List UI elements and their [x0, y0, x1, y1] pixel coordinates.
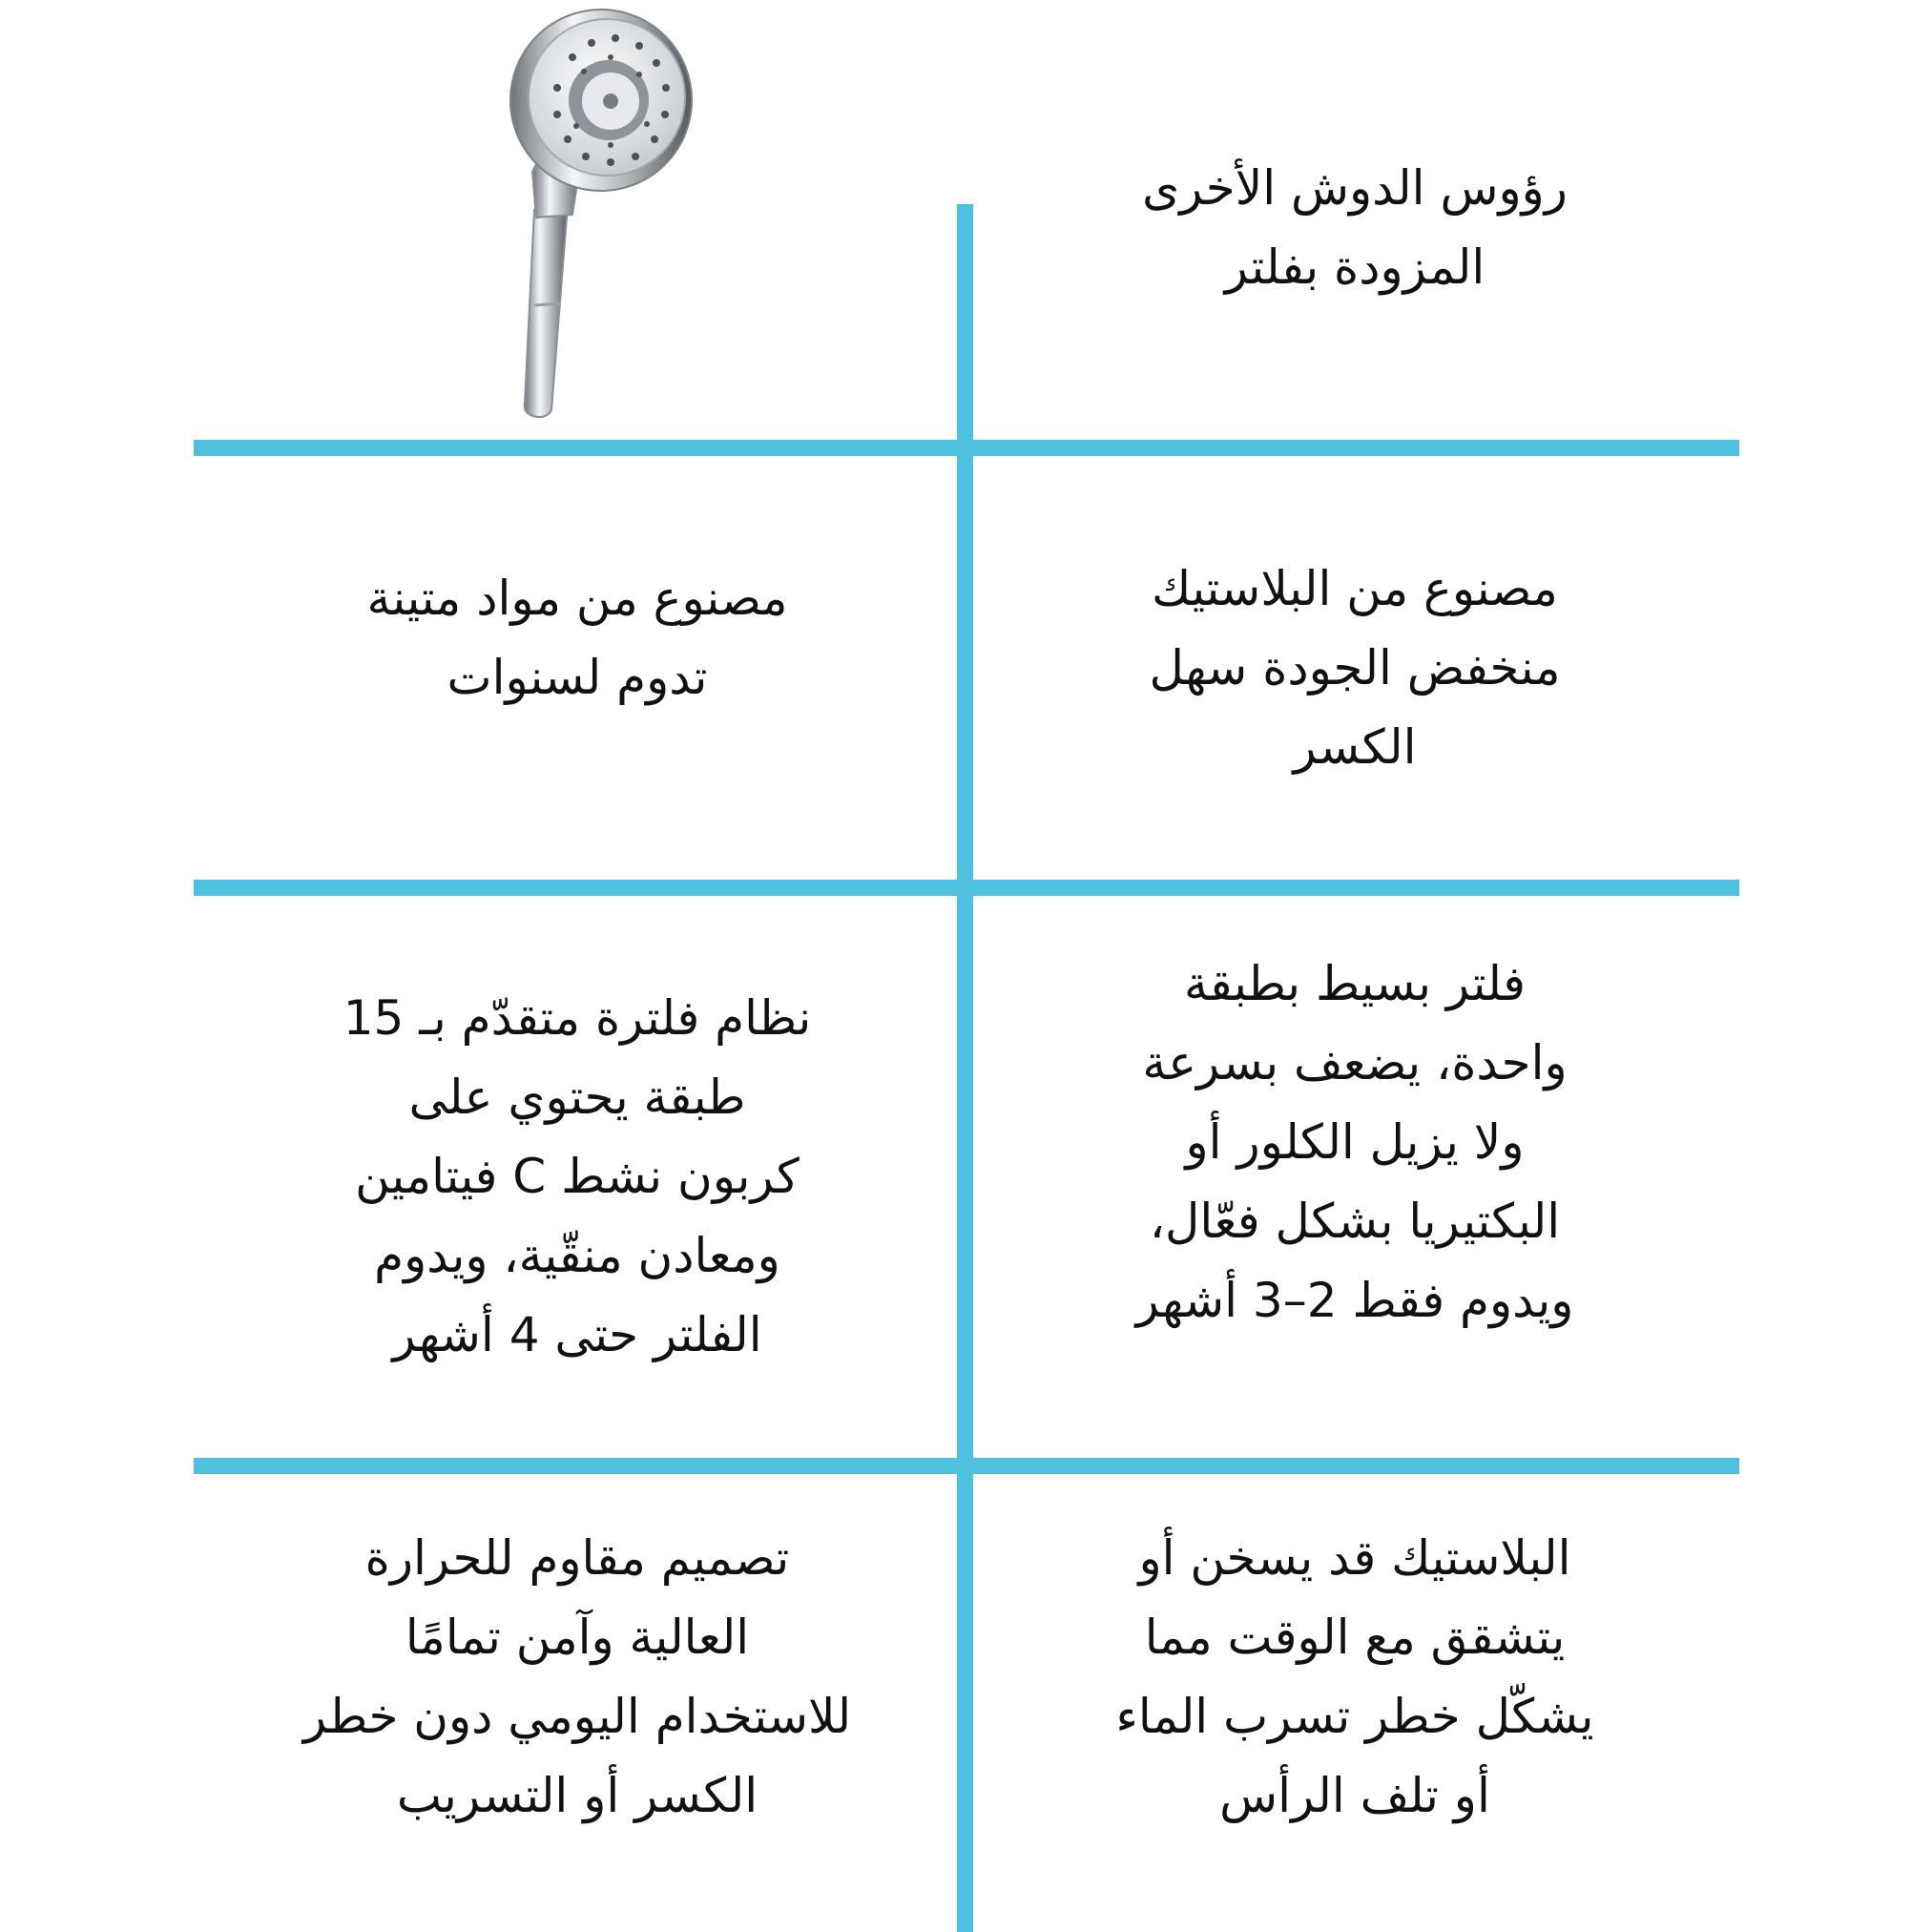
row-divider-3 — [194, 1458, 1739, 1474]
text-line: تدوم لسنوات — [447, 650, 708, 705]
row-divider-2 — [194, 880, 1739, 896]
text-line: كربون نشط C فيتامين — [355, 1149, 800, 1204]
text-line: البلاستيك قد يسخن أو — [1138, 1530, 1571, 1586]
text-line: ويدوم فقط 2–3 أشهر — [1135, 1273, 1574, 1328]
row-2-other — [983, 945, 1727, 1340]
text-line: واحدة، يضعف بسرعة — [1142, 1035, 1568, 1091]
text-line: طبقة يحتوي على — [408, 1070, 746, 1125]
row-1-ours — [205, 559, 949, 717]
text-line: رؤوس الدوش الأخرى — [1142, 160, 1568, 216]
row-3-ours — [205, 1519, 949, 1836]
text-line: أو تلف الرأس — [1219, 1768, 1490, 1823]
row-1-other — [983, 550, 1727, 787]
text-line: يشكّل خطر تسرب الماء — [1115, 1689, 1594, 1744]
text-line: الفلتر حتى 4 أشهر — [392, 1307, 762, 1362]
text-line: مصنوع من مواد متينة — [366, 571, 788, 626]
text-line: منخفض الجودة سهل — [1149, 640, 1561, 696]
row-3-other — [983, 1519, 1727, 1836]
text-line: ومعادن منقّية، ويدوم — [374, 1228, 780, 1283]
row-divider-1 — [194, 440, 1739, 456]
text-line: فلتر بسيط بطبقة — [1183, 956, 1527, 1011]
text-line: العالية وآمن تمامًا — [405, 1610, 750, 1665]
header-other-label — [983, 149, 1727, 307]
text-line: المزودة بفلتر — [1224, 239, 1485, 295]
text-line: تصميم مقاوم للحرارة — [364, 1530, 790, 1586]
text-line: نظام فلترة متقدّم بـ 15 — [343, 990, 812, 1046]
column-divider — [957, 204, 973, 1932]
text-line: يتشقق مع الوقت مما — [1144, 1610, 1566, 1665]
text-line: الكسر أو التسريب — [396, 1768, 758, 1823]
text-line: ولا يزيل الكلور أو — [1185, 1114, 1525, 1170]
text-line: البكتيريا بشكل فعّال، — [1149, 1194, 1561, 1249]
shower-head-image — [477, 0, 725, 439]
row-2-ours — [205, 979, 949, 1375]
text-line: مصنوع من البلاستيك — [1152, 561, 1558, 616]
text-line: الكسر — [1293, 719, 1417, 775]
text-line: للاستخدام اليومي دون خطر — [302, 1689, 852, 1744]
